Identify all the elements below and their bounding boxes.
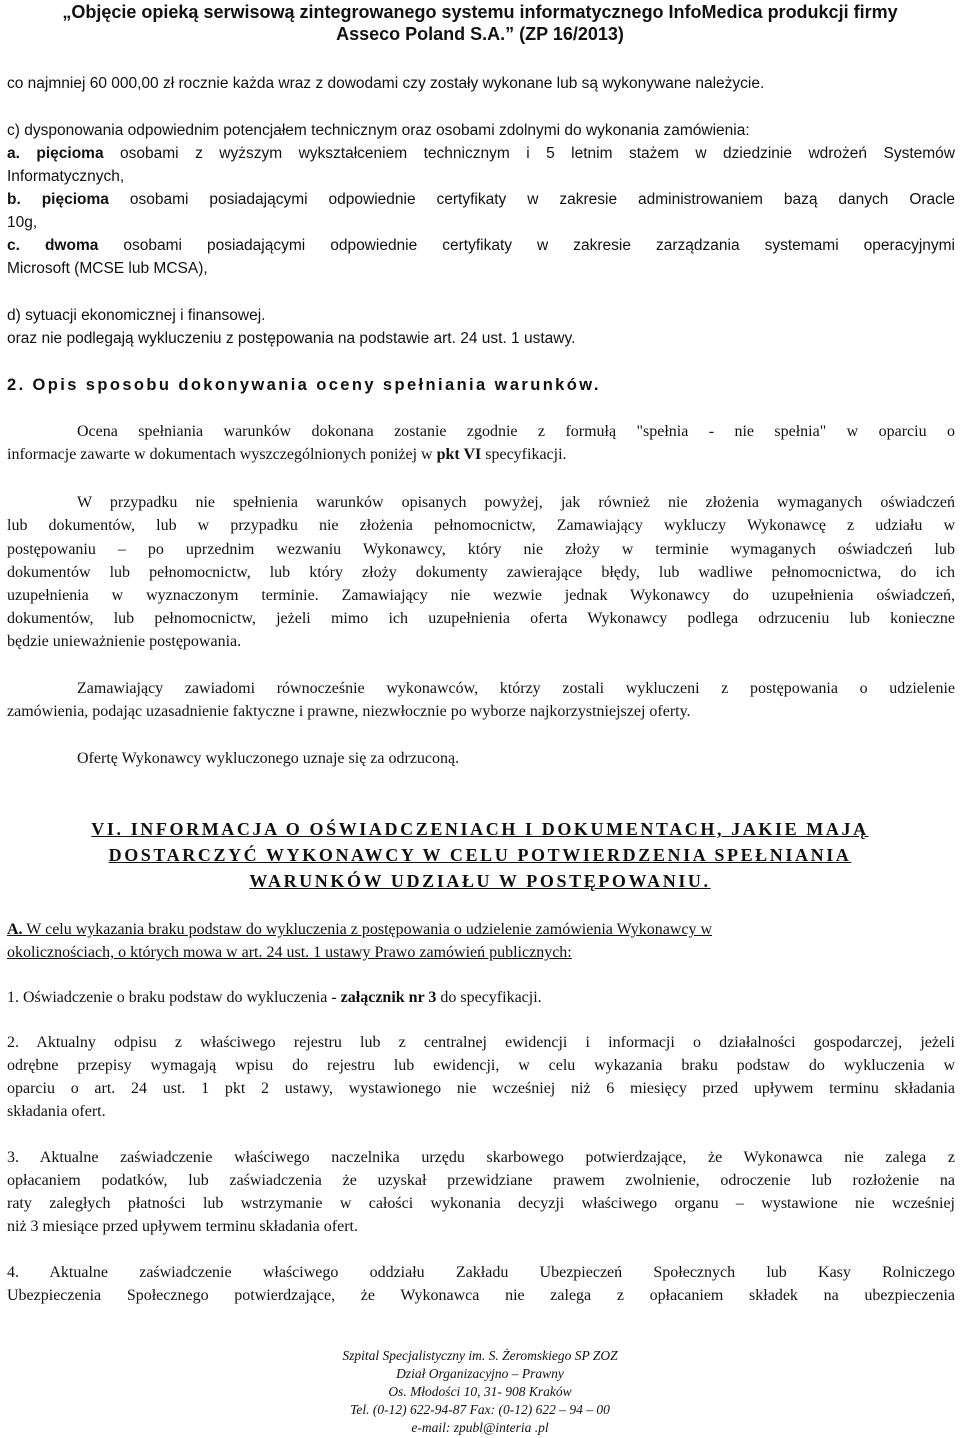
list-item-b-text: osobami posiadającymi odpowiednie certyfikaty w zakresie administrowaniem bazą danych Oracle (108, 191, 955, 208)
footer-line-3: Os. Młodości 10, 31- 908 Kraków (388, 1384, 572, 1399)
list-item-a-cont: Informatycznych, (7, 168, 125, 185)
footer-line-2: Dział Organizacyjno – Prawny (396, 1366, 564, 1381)
list-item-c (7, 235, 955, 257)
subsection-a-label: A. (7, 921, 23, 938)
text-run: do specyfikacji. (436, 989, 542, 1006)
text-run: specyfikacji. (481, 446, 567, 463)
paragraph-line: Zamawiający zawiadomi równocześnie wykonawców, którzy zostali wykluczeni z postępowania o udzielenie (77, 680, 955, 697)
footer-line-4: Tel. (0-12) 622-94-87 Fax: (0-12) 622 – 94 – 00 (350, 1402, 610, 1417)
section-2-heading: 2. Opis sposobu dokonywania oceny spełniania warunków. (7, 376, 601, 394)
subsection-a-line-2: okolicznościach, o których mowa w art. 24 ust. 1 ustawy Prawo zamówień publicznych: (7, 944, 572, 961)
list-item-c-text: osobami posiadającymi odpowiednie certyfikaty w zakresie zarządzania systemami operacyjnymi (98, 237, 955, 254)
list-item-2-cont: odrębne przepisy wymagają wpisu do rejestru lub ewidencji, w celu wykazania braku podstaw do wykluczenia w (7, 1057, 955, 1074)
list-item-b-label: b. pięcioma (7, 191, 109, 208)
section-6-heading-line-2: DOSTARCZYĆ WYKONAWCY W CELU POTWIERDZENIA SPEŁNIANIA (108, 845, 852, 865)
list-item-3-cont: opłacaniem podatków, lub zaświadczenia że uzyskał przewidziane prawem zwolnienie, odroczenie lub rozłożenie na (7, 1172, 955, 1189)
document-header-line-1: „Objęcie opieką serwisową zintegrowanego systemu informatycznego InfoMedica produkcji firmy (62, 2, 898, 22)
paragraph-line (7, 444, 955, 466)
list-item-c-cont: Microsoft (MCSE lub MCSA), (7, 260, 208, 277)
paragraph-d: d) sytuacji ekonomicznej i finansowej. (7, 307, 266, 324)
text-run-bold: pkt VI (436, 446, 482, 463)
footer-line-1: Szpital Specjalistyczny im. S. Żeromskiego SP ZOZ (342, 1348, 618, 1363)
text-run-bold: załącznik nr 3 (340, 989, 437, 1006)
paragraph-line: będzie unieważnienie postępowania. (7, 633, 242, 650)
paragraph-line: W przypadku nie spełnienia warunków opisanych powyżej, jak również nie złożenia wymaganych oświadczeń (77, 494, 955, 511)
section-6-heading-line-1: VI. INFORMACJA O OŚWIADCZENIACH I DOKUMENTACH, JAKIE MAJĄ (91, 819, 869, 839)
paragraph-line: dokumentów, lub pełnomocnictw, jeżeli mimo ich uzupełnienia oferta Wykonawcy podlega odrzuceniu lub konieczne (7, 610, 955, 627)
list-item-b (7, 189, 955, 211)
footer-line-5: e-mail: zpubl@interia .pl (411, 1420, 549, 1435)
list-item-a-label: a. pięcioma (7, 145, 104, 162)
list-item-b-cont: 10g, (7, 214, 38, 231)
subsection-a-line-1 (7, 919, 955, 941)
list-item-2-cont: oparciu o art. 24 ust. 1 pkt 2 ustawy, wystawionego nie wcześniej niż 6 miesięcy przed upływem terminu składania (7, 1080, 955, 1097)
list-item-4-cont: Ubezpieczenia Społecznego potwierdzające, że Wykonawca nie zalega z opłacaniem składek na ubezpieczenia (7, 1287, 955, 1304)
list-item-2-cont: składania ofert. (7, 1103, 106, 1120)
paragraph-line: uzupełnienia w wyznaczonym terminie. Zamawiający nie wezwie jednak Wykonawcy do uzupełnienia oświadczeń, (7, 587, 955, 604)
list-item-1 (7, 987, 955, 1009)
paragraph-line: postępowaniu – po uprzednim wezwaniu Wykonawcy, który nie złoży w terminie wymaganych oświadczeń lub (7, 541, 955, 558)
section-6-heading-line-3: WARUNKÓW UDZIAŁU W POSTĘPOWANIU. (249, 871, 711, 891)
text-run: W celu wykazania braku podstaw do wykluczenia z postępowania o udzielenie zamówienia Wykonawcy w (22, 921, 713, 938)
text-run: informacje zawarte w dokumentach wyszczególnionych poniżej w (7, 446, 437, 463)
list-item-3-cont: niż 3 miesiące przed upływem terminu składania ofert. (7, 1218, 358, 1235)
text-run: 1. Oświadczenie o braku podstaw do wykluczenia - (7, 989, 341, 1006)
list-item-3-cont: raty zaległych płatności lub wstrzymanie w całości wykonania decyzji właściwego organu – wystawione nie wcześniej (7, 1195, 955, 1212)
list-item-4: 4. Aktualne zaświadczenie właściwego oddziału Zakładu Ubezpieczeń Społecznych lub Kasy Rolniczego (7, 1264, 955, 1281)
paragraph-line: Ofertę Wykonawcy wykluczonego uznaje się za odrzuconą. (77, 750, 460, 767)
document-header-line-2: Asseco Poland S.A.” (ZP 16/2013) (336, 24, 624, 44)
paragraph-line: dokumentów lub pełnomocnictw, lub który złoży dokumenty zawierające błędy, lub wadliwe pełnomocnictwa, do ich (7, 564, 955, 581)
paragraph-line: Ocena spełniania warunków dokonana zostanie zgodnie z formułą "spełnia - nie spełnia" w oparciu o (77, 423, 955, 440)
paragraph-line: zamówienia, podając uzasadnienie faktyczne i prawne, niezwłocznie po wyborze najkorzystniejszej oferty. (7, 703, 691, 720)
list-item-3: 3. Aktualne zaświadczenie właściwego naczelnika urzędu skarbowego potwierdzające, że Wykonawca nie zalega z (7, 1149, 955, 1166)
paragraph-line: co najmniej 60 000,00 zł rocznie każda wraz z dowodami czy zostały wykonane lub są wykonywane należycie. (7, 75, 765, 92)
paragraph-line: lub dokumentów, lub w przypadku nie złożenia pełnomocnictw, Zamawiający wykluczy Wykonawcę z udziału w (7, 517, 955, 534)
list-item-a (7, 143, 955, 165)
list-item-a-text: osobami z wyższym wykształceniem technicznym i 5 letnim stażem w dziedzinie wdrożeń Systemów (103, 145, 955, 162)
paragraph-oraz: oraz nie podlegają wykluczeniu z postępowania na podstawie art. 24 ust. 1 ustawy. (7, 330, 576, 347)
list-item-2: 2. Aktualny odpisu z właściwego rejestru lub z centralnej ewidencji i informacji o działalności gospodarczej, jeżeli (7, 1034, 955, 1051)
list-item-c-label: c. dwoma (7, 237, 99, 254)
paragraph-c-intro: c) dysponowania odpowiednim potencjałem technicznym oraz osobami zdolnymi do wykonania zamówienia: (7, 122, 750, 139)
